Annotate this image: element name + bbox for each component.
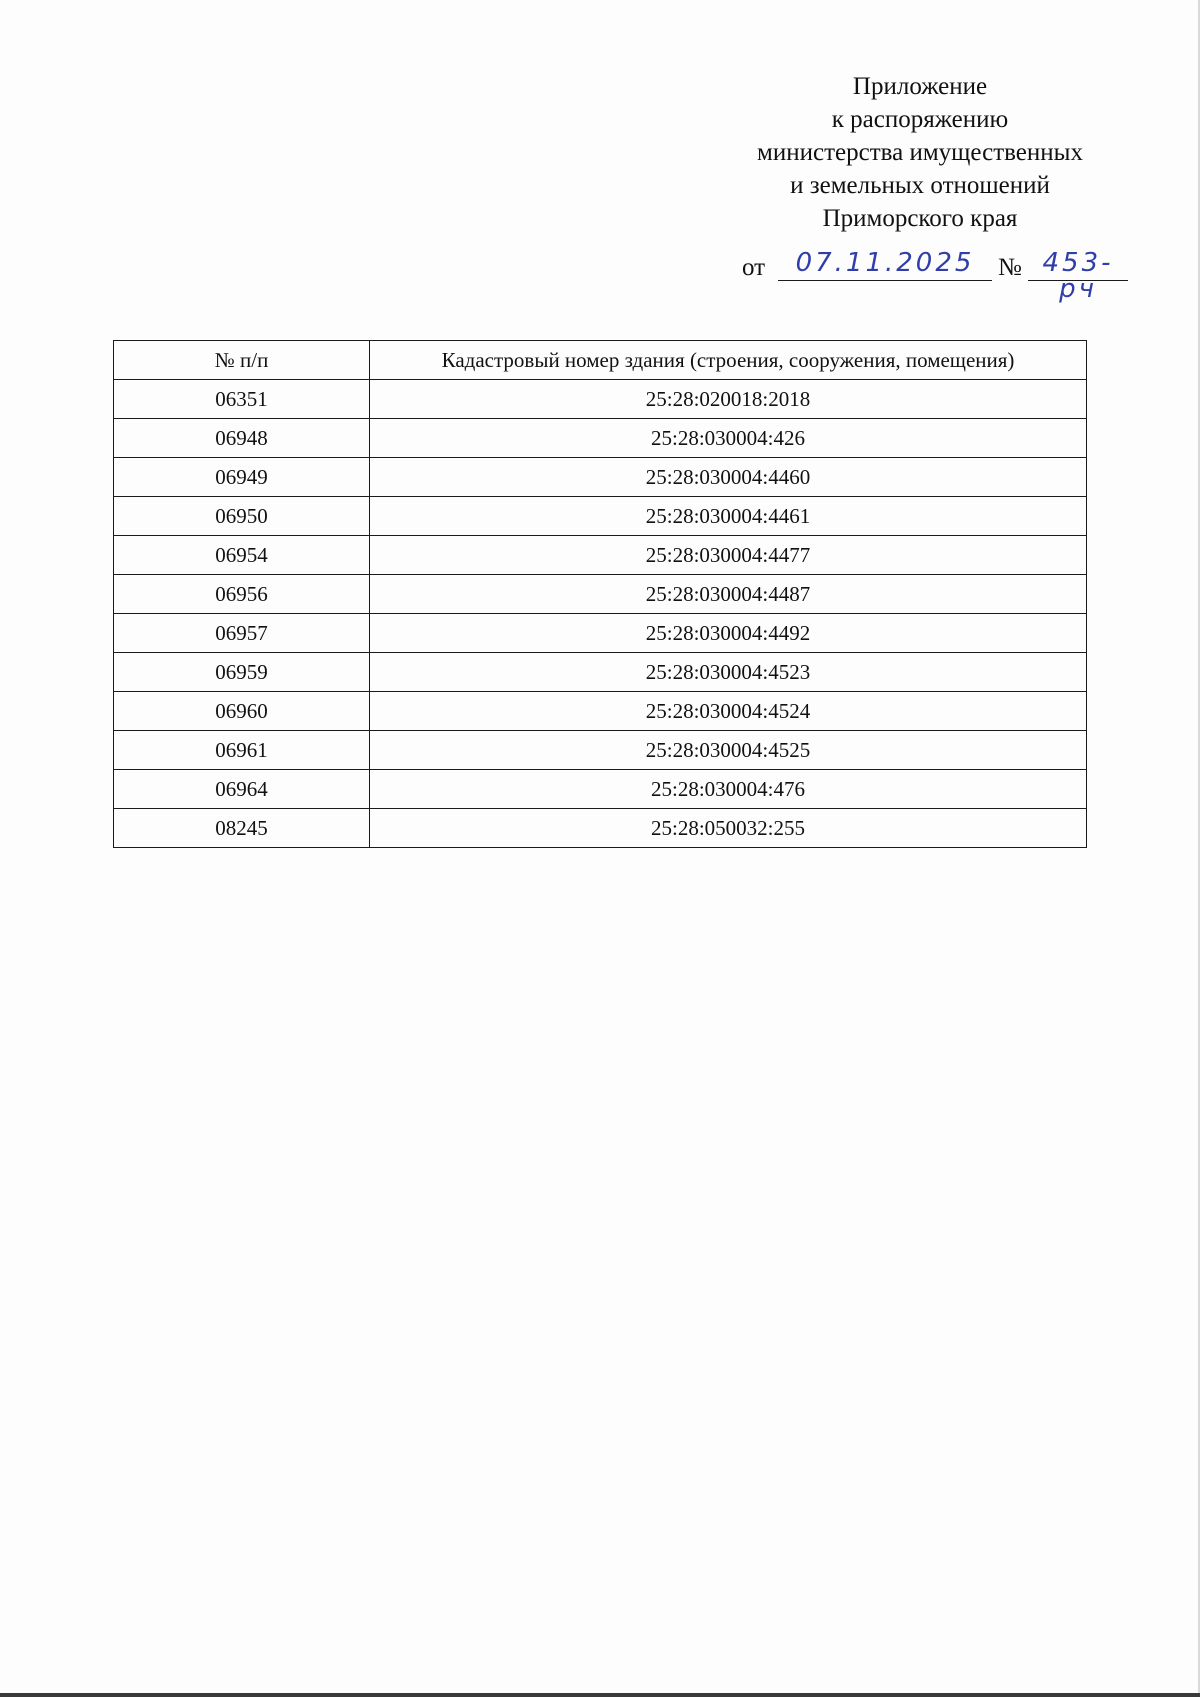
table-row [114, 731, 1087, 770]
handwritten-order-number: 453-рч [1028, 250, 1128, 281]
table-row [114, 653, 1087, 692]
row-number-cell: 06954 [114, 536, 370, 575]
appendix-heading [700, 70, 1140, 235]
cadastral-number-cell: 25:28:030004:4477 [370, 536, 1087, 575]
table-row [114, 497, 1087, 536]
cadastral-number-cell: 25:28:030004:4523 [370, 653, 1087, 692]
heading-line: Приложение [852, 73, 988, 100]
cadastral-number-cell: 25:28:030004:476 [370, 770, 1087, 809]
handwritten-date: 07.11.2025 [778, 250, 992, 281]
row-number-cell: 06957 [114, 614, 370, 653]
cadastral-number-cell: 25:28:030004:4487 [370, 575, 1087, 614]
heading-line: министерства имущественных [757, 139, 1083, 166]
order-date-number-line [742, 248, 1142, 304]
row-number-cell: 06351 [114, 380, 370, 419]
row-number-cell: 06956 [114, 575, 370, 614]
row-number-cell: 06961 [114, 731, 370, 770]
cadastral-number-cell: 25:28:030004:4461 [370, 497, 1087, 536]
cadastral-number-cell: 25:28:030004:426 [370, 419, 1087, 458]
table-row [114, 692, 1087, 731]
table-header-row [114, 341, 1087, 380]
table-row [114, 419, 1087, 458]
cadastral-number-cell: 25:28:050032:255 [370, 809, 1087, 848]
cadastral-number-cell: 25:28:030004:4460 [370, 458, 1087, 497]
table-row [114, 770, 1087, 809]
column-header-number: № п/п [114, 341, 370, 380]
heading-line: Приморского края [822, 205, 1018, 232]
table-row [114, 380, 1087, 419]
cadastral-table [113, 340, 1087, 848]
cadastral-number-cell: 25:28:020018:2018 [370, 380, 1087, 419]
table-row [114, 458, 1087, 497]
column-header-cadastral: Кадастровый номер здания (строения, сооружения, помещения) [370, 341, 1087, 380]
cadastral-number-cell: 25:28:030004:4524 [370, 692, 1087, 731]
heading-line: к распоряжению [831, 106, 1009, 133]
scan-edge-bottom [0, 1693, 1200, 1697]
row-number-cell: 06949 [114, 458, 370, 497]
number-prefix: № [998, 254, 1022, 281]
table-row [114, 536, 1087, 575]
row-number-cell: 06960 [114, 692, 370, 731]
cadastral-number-cell: 25:28:030004:4525 [370, 731, 1087, 770]
cadastral-number-cell: 25:28:030004:4492 [370, 614, 1087, 653]
table-row [114, 614, 1087, 653]
heading-line: и земельных отношений [790, 172, 1050, 199]
table-row [114, 575, 1087, 614]
table-row [114, 809, 1087, 848]
row-number-cell: 06964 [114, 770, 370, 809]
row-number-cell: 06959 [114, 653, 370, 692]
row-number-cell: 06948 [114, 419, 370, 458]
date-prefix: от [742, 254, 766, 281]
row-number-cell: 08245 [114, 809, 370, 848]
row-number-cell: 06950 [114, 497, 370, 536]
